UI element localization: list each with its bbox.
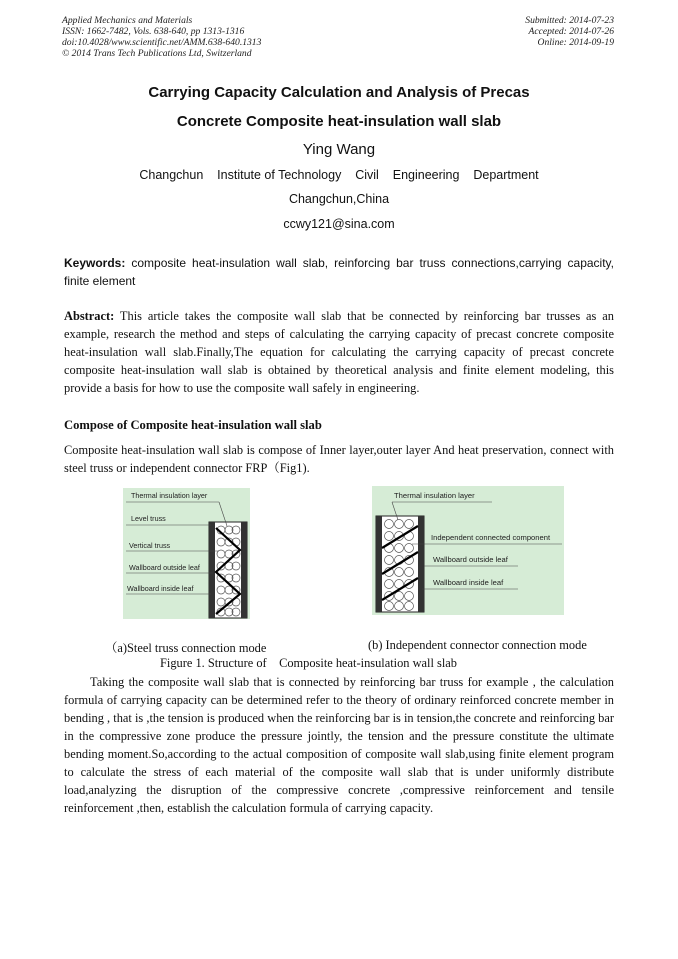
accepted-date: Accepted: 2014-07-26 <box>528 26 614 37</box>
fig-a-label-vertical-truss: Vertical truss <box>129 541 171 550</box>
figure-caption: Figure 1. Structure of Composite heat-insulation wall slab <box>160 656 457 670</box>
figure-b-independent-connector <box>372 486 564 615</box>
journal-header <box>62 15 261 59</box>
abstract-text: This article takes the composite wall slab that be connected by reinforcing bar trusses as an example, research the method and steps of calculating the carrying capacity of precast concrete composite heat-insulation wall slab.Finally,The equation for calculating the carrying capacity of precast concrete composite heat-insulation wall slab is obtained by theoretical analysis and finite element modeling, this provide a basis for how to use the composite wall safely in engineering. <box>64 309 614 395</box>
issn: ISSN: 1662-7482, Vols. 638-640, pp 1313-1316 <box>62 26 245 37</box>
keywords-label: Keywords: <box>64 256 126 270</box>
fig-b-label-inside-leaf: Wallboard inside leaf <box>433 578 504 587</box>
paper-title-line2: Concrete Composite heat-insulation wall slab <box>176 113 502 130</box>
affiliation-line2: Changchun,China <box>288 192 390 206</box>
online-date: Online: 2014-09-19 <box>537 37 614 48</box>
fig-a-label-thermal: Thermal insulation layer <box>131 491 208 500</box>
doi: doi:10.4028/www.scientific.net/AMM.638-640.1313 <box>62 37 262 48</box>
journal-name: Applied Mechanics and Materials <box>62 15 193 26</box>
keywords-text: composite heat-insulation wall slab, reinforcing bar truss connections,carrying capacity, finite element <box>64 256 614 288</box>
section-heading: Compose of Composite heat-insulation wall slab <box>64 418 322 432</box>
dates-header <box>525 15 614 48</box>
fig-b-label-outside-leaf: Wallboard outside leaf <box>433 555 508 564</box>
copyright: © 2014 Trans Tech Publications Ltd, Switzerland <box>62 48 252 59</box>
figure-a-steel-truss <box>123 488 250 619</box>
fig-a-label-level-truss: Level truss <box>131 514 166 523</box>
abstract <box>64 307 614 397</box>
fig-b-label-connector: Independent connected component <box>431 533 551 542</box>
figure-a-caption: （a)Steel truss connection mode <box>105 641 267 655</box>
affiliation-line1: Changchun Institute of Technology Civil Engineering Department <box>139 168 539 182</box>
section-paragraph-2: Taking the composite wall slab that is connected by reinforcing bar truss for example , the calculation formula of carrying capacity can be determined refer to the theory of ordinary reinforced concrete member in bending , that is ,the tension is produced when the reinforcing bar is in tension,the concrete and reinforcing bar in the compressive zone produce the pressure jointly, the tension and the pressure constitute the ultimate bending moment.So,according to the actual composition of composite wall slab,using finite element program to calculate the stress of each material of the composite wall slab that is under uniformly distribute load,analyzing the disruption of the compressive concrete ,compressive reinforcement and tensile reinforcement ,then, establish the calculation formula of carrying capacity. <box>64 675 614 815</box>
section-paragraph-1: Composite heat-insulation wall slab is compose of Inner layer,outer layer And heat preservation, connect with steel truss or independent connector FRP（Fig1). <box>64 443 614 475</box>
author-email: ccwy121@sina.com <box>283 217 395 231</box>
paper-title-line1: Carrying Capacity Calculation and Analysis of Precas <box>148 84 530 101</box>
fig-a-label-outside-leaf: Wallboard outside leaf <box>129 563 200 572</box>
author-name: Ying Wang <box>302 141 376 158</box>
fig-a-label-inside-leaf: Wallboard inside leaf <box>127 584 194 593</box>
figure-b-caption: (b) Independent connector connection mode <box>368 638 587 652</box>
keywords <box>64 254 614 290</box>
abstract-label: Abstract: <box>64 309 115 323</box>
fig-b-label-thermal: Thermal insulation layer <box>394 491 475 500</box>
submitted-date: Submitted: 2014-07-23 <box>525 15 614 26</box>
